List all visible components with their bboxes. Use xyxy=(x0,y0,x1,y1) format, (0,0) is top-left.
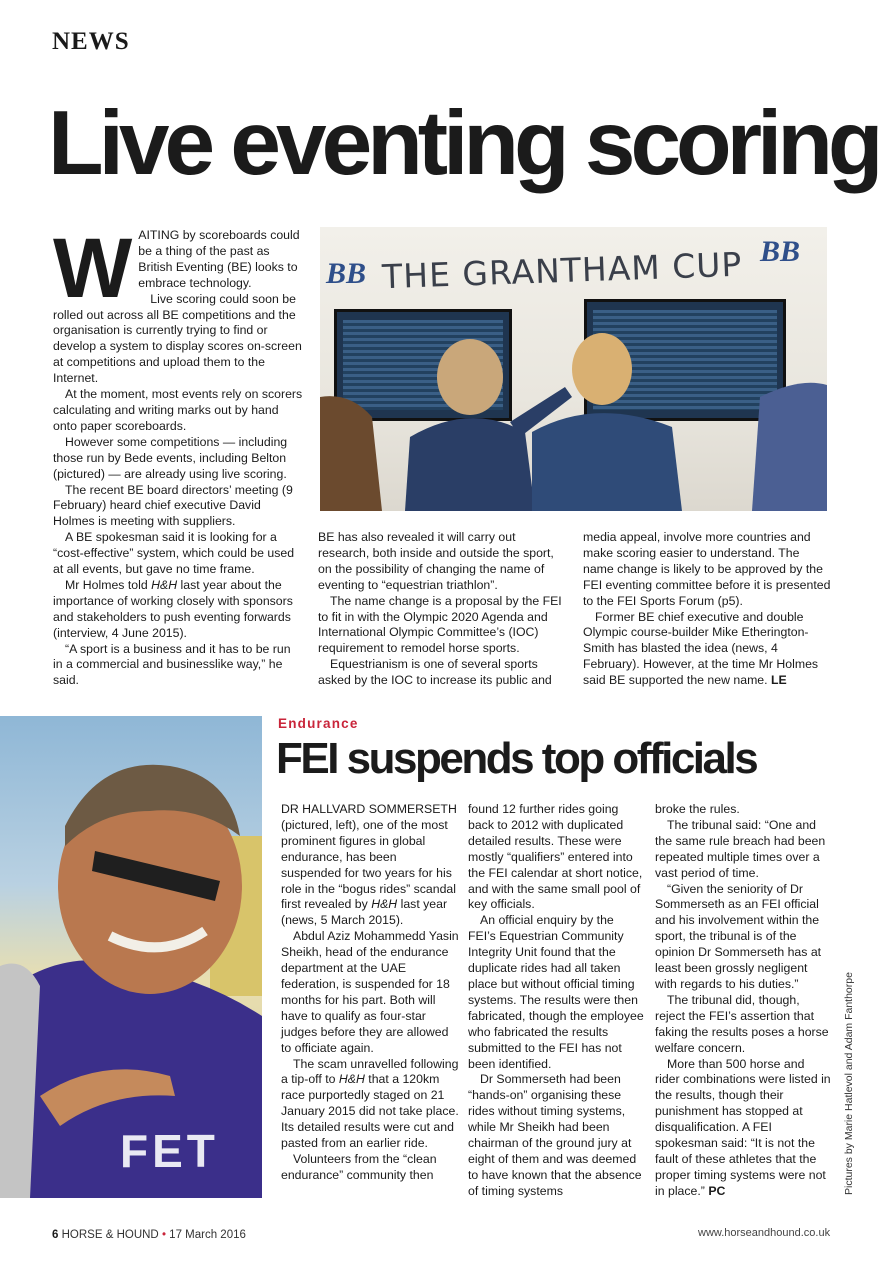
article1-paragraph: However some competitions — including those run by Bede events, including Belton (pictured) — are already using live scoring. xyxy=(53,434,288,481)
article1-column-1 xyxy=(53,221,303,689)
article1-paragraph: “A sport is a business and it has to be run in a commercial and businesslike way,” he said. xyxy=(53,641,291,688)
article1-paragraph: The recent BE board directors’ meeting (9 February) heard chief executive David Holmes is meeting with suppliers. xyxy=(53,482,293,529)
article2-paragraph: An official enquiry by the FEI’s Equestrian Community Integrity Unit found that the duplicate rides had all taken place but without official timing systems. The results were then fabricated, though the employee who fabricated the results submitted to the FEI has not been identified. xyxy=(468,913,644,1071)
grantham-logo-left: BB xyxy=(326,257,367,290)
shirt-text: FET xyxy=(120,1125,219,1177)
author-initials: PC xyxy=(708,1183,726,1198)
article1-column-3 xyxy=(583,530,831,689)
grantham-logo-right: BB xyxy=(760,235,801,268)
article2-paragraph: The tribunal said: “One and the same rule breach had been repeated multiple times over a vast period of time. xyxy=(655,817,826,880)
page-number: 6 xyxy=(52,1229,59,1241)
article1-paragraph: AITING by scoreboards could be a thing of the past as British Eventing (BE) looks to embrace technology. xyxy=(138,228,300,290)
article2-paragraph: Volunteers from the “clean endurance” community then xyxy=(281,1151,437,1182)
article2-paragraph: The tribunal did, though, reject the FEI’s assertion that faking the results poses a horse welfare concern. xyxy=(655,992,829,1055)
article1-paragraph: Equestrianism is one of several sports asked by the IOC to increase its public and xyxy=(318,657,552,688)
article1-paragraph: A BE spokesman said it is looking for a “cost-effective” system, which could be used at all events, but gave no time frame. xyxy=(53,530,295,577)
article2-headline: FEI suspends top officials xyxy=(276,734,757,783)
article2-paragraph: found 12 further rides going back to 2012 with duplicated detailed results. These were mostly “qualifiers” entered into the FEI calendar at short notice, and with the same small pool of key officials. xyxy=(468,802,643,912)
article1-paragraph: Mr Holmes told H&H last year about the importance of working closely with sponsors and stakeholders to push eventing forwards (interview, 4 June 2015). xyxy=(53,577,293,640)
article1-column-2 xyxy=(318,530,570,689)
article2-paragraph: Dr Sommerseth had been “hands-on” organising these rides without timing systems, while Mr Sheikh had been chairman of the ground jury at eight of them and was deemed to have known that the absence of timing systems xyxy=(468,1072,642,1198)
article2-column-3 xyxy=(655,802,831,1200)
scoreboard-photo xyxy=(320,227,827,511)
article2-paragraph: DR HALLVARD SOMMERSETH (pictured, left), one of the most prominent figures in global endurance, has been suspended for two years for his role in the “bogus rides” scandal first revealed by H&H last year (news, 5 March 2015). xyxy=(281,802,457,928)
article1-paragraph: media appeal, involve more countries and make scoring easier to understand. The name change is likely to be approved by the FEI eventing committee before it is presented to the FEI Sports Forum (p5). xyxy=(583,530,831,608)
official-portrait-photo xyxy=(0,716,262,1198)
author-initials: LE xyxy=(771,673,787,688)
people-illustration xyxy=(320,227,827,511)
drop-cap: W xyxy=(53,221,133,315)
article2-column-1 xyxy=(281,802,459,1184)
publication-name: HORSE & HOUND xyxy=(61,1229,159,1241)
article1-paragraph: Live scoring could soon be rolled out across all BE competitions and the organisation is currently trying to find or develop a system to display scores on-screen at competitions and upload them to the Internet. xyxy=(53,291,302,386)
article1-paragraph: At the moment, most events rely on scorers calculating and writing marks out by hand onto paper scoreboards. xyxy=(53,387,303,433)
footer-publication xyxy=(52,1229,246,1241)
article2-paragraph: More than 500 horse and rider combinations were listed in the results, though their punishment has stopped at disqualification. A FEI spokesman said: “It is not the fault of these athletes that the proper timing systems were not in place.” PC xyxy=(655,1056,831,1198)
article1-paragraph: Former BE chief executive and double Olympic course-builder Mike Etherington-Smith has blasted the idea (news, 4 February). However, at the time Mr Holmes said BE supported the new name. LE xyxy=(583,609,819,688)
article2-paragraph: broke the rules. xyxy=(655,802,740,816)
article2-paragraph: “Given the seniority of Dr Sommerseth as an FEI official and his involvement within the sport, the tribunal is of the opinion Dr Sommerseth has at least been grossly negligent with regards to his duties.” xyxy=(655,881,822,991)
page-headline: Live eventing scoring xyxy=(48,93,879,194)
article2-column-2 xyxy=(468,802,644,1200)
photo-credit: Pictures by Marie Hatlevol and Adam Fanthorpe xyxy=(843,972,855,1195)
section-label: NEWS xyxy=(52,28,130,55)
footer-separator: • xyxy=(161,1229,166,1241)
article1-paragraph: BE has also revealed it will carry out research, both inside and outside the sport, on the possibility of changing the name of eventing to “equestrian triathlon”. xyxy=(318,530,554,592)
issue-date: 17 March 2016 xyxy=(169,1229,246,1241)
article2-paragraph: The scam unravelled following a tip-off to H&H that a 120km race purportedly staged on 21 January 2015 did not take place. Its detailed results were cut and pasted from an earlier ride. xyxy=(281,1056,459,1151)
endurance-section-label: Endurance xyxy=(278,716,359,731)
article2-paragraph: Abdul Aziz Mohammedd Yasin Sheikh, head of the endurance department at the UAE federation, is suspended for 18 months for his part. Both will have to qualify as four-star judges before they are allowed to officiate again. xyxy=(281,929,459,1055)
article1-paragraph: The name change is a proposal by the FEI to fit in with the Olympic 2020 Agenda and International Olympic Committee’s (IOC) requirement to remodel horse sports. xyxy=(318,593,562,656)
photo-banner-text: THE GRANTHAM CUP xyxy=(381,244,743,297)
footer-url[interactable]: www.horseandhound.co.uk xyxy=(698,1227,831,1239)
